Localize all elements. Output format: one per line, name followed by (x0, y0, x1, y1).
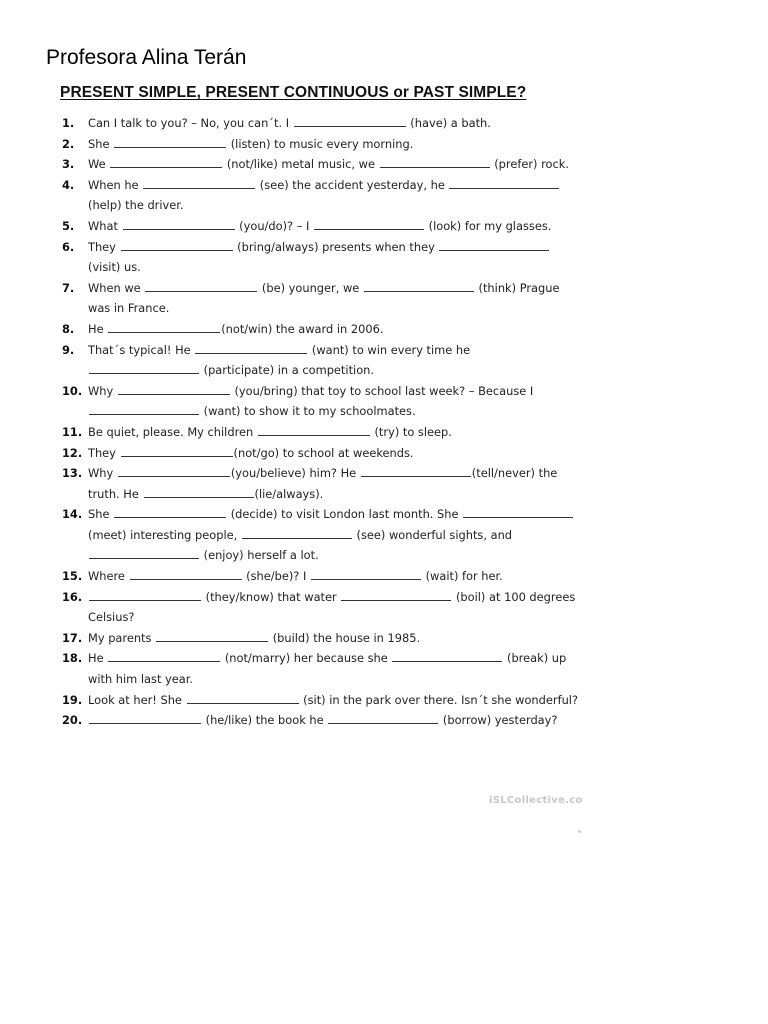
exercise-text: They (88, 445, 120, 460)
exercise-text: Be quiet, please. My children (88, 424, 257, 439)
answer-blank[interactable] (114, 506, 226, 518)
exercise-text: (wait) for her. (421, 569, 503, 584)
exercise-text: (enjoy) herself a lot. (200, 548, 319, 563)
answer-blank[interactable] (156, 630, 268, 642)
exercise-number: 12. (62, 445, 83, 460)
exercise-text: They (88, 239, 120, 254)
answer-blank[interactable] (89, 403, 199, 415)
answer-blank[interactable] (449, 177, 559, 189)
answer-blank[interactable] (121, 239, 233, 251)
exercise-item (62, 463, 582, 504)
exercise-text: (have) a bath. (406, 116, 491, 130)
exercise-text: (borrow) yesterday? (439, 713, 558, 728)
exercise-text: (she/be)? I (242, 569, 310, 584)
exercise-text: (build) the house in 1985. (269, 630, 421, 645)
exercise-text: When we (88, 280, 145, 295)
exercise-item (62, 278, 582, 319)
answer-blank[interactable] (463, 506, 573, 518)
exercise-text: Where (88, 569, 129, 584)
exercise-item (62, 237, 582, 278)
exercise-text: (look) for my glasses. (425, 218, 552, 233)
decorative-dot (578, 830, 581, 833)
answer-blank[interactable] (364, 280, 474, 292)
exercise-text: (decide) to visit London last month. She (227, 507, 463, 522)
exercise-number: 1. (62, 116, 75, 130)
exercise-text: (listen) to music every morning. (227, 136, 414, 151)
exercise-text: (you/do)? – I (235, 218, 313, 233)
answer-blank[interactable] (121, 445, 233, 457)
exercise-text: Can I talk to you? – No, you can´t. I (88, 116, 293, 130)
exercise-item (62, 216, 582, 237)
exercise-item (62, 443, 582, 464)
answer-blank[interactable] (144, 486, 254, 498)
exercise-text: (see) the accident yesterday, he (256, 177, 449, 192)
exercise-item (62, 340, 582, 381)
exercise-text: Look at her! She (88, 692, 186, 707)
exercise-text: He (88, 651, 108, 666)
exercise-number: 14. (62, 507, 83, 522)
answer-blank[interactable] (108, 650, 220, 662)
answer-blank[interactable] (89, 362, 199, 374)
answer-blank[interactable] (311, 568, 421, 580)
exercise-text: (help) the driver. (88, 198, 184, 213)
exercise-text: (not/go) to school at weekends. (233, 445, 414, 460)
answer-blank[interactable] (89, 589, 201, 601)
exercise-number: 13. (62, 466, 83, 481)
exercise-text: She (88, 136, 114, 151)
exercise-item (62, 422, 582, 443)
watermark: iSLCollective.co (489, 795, 583, 806)
exercise-text: When he (88, 177, 143, 192)
answer-blank[interactable] (89, 547, 199, 559)
answer-blank[interactable] (314, 218, 424, 230)
exercise-item (62, 690, 582, 711)
exercise-number: 6. (62, 239, 75, 254)
answer-blank[interactable] (361, 465, 471, 477)
exercise-item (62, 504, 582, 566)
exercise-item (62, 648, 582, 689)
exercise-number: 4. (62, 177, 75, 192)
exercise-text: (not/like) metal music, we (223, 157, 379, 172)
exercise-text: Why (88, 383, 117, 398)
answer-blank[interactable] (187, 692, 299, 704)
exercise-item (62, 566, 582, 587)
exercise-text: That´s typical! He (88, 342, 195, 357)
exercise-text: (be) younger, we (258, 280, 363, 295)
answer-blank[interactable] (108, 321, 220, 333)
exercise-text: (want) to show it to my schoolmates. (200, 404, 416, 419)
answer-blank[interactable] (341, 589, 451, 601)
exercise-text: (you/bring) that toy to school last week? – Because I (230, 383, 534, 398)
exercise-text: (participate) in a competition. (200, 363, 375, 378)
exercise-text: My parents (88, 630, 156, 645)
exercise-number: 17. (62, 630, 83, 645)
exercise-text: (sit) in the park over there. Isn´t she wonderful? (299, 692, 579, 707)
exercise-list (62, 113, 582, 731)
exercise-number: 10. (62, 383, 83, 398)
answer-blank[interactable] (118, 465, 230, 477)
exercise-text: (visit) us. (88, 260, 141, 275)
exercise-text: We (88, 157, 110, 172)
answer-blank[interactable] (123, 218, 235, 230)
answer-blank[interactable] (114, 136, 226, 148)
exercise-text: (want) to win every time he (308, 342, 471, 357)
answer-blank[interactable] (145, 280, 257, 292)
exercise-text: She (88, 507, 114, 522)
exercise-item (62, 113, 582, 134)
exercise-text: What (88, 218, 122, 233)
answer-blank[interactable] (439, 239, 549, 251)
exercise-item (62, 628, 582, 649)
answer-blank[interactable] (258, 424, 370, 436)
author-header: Profesora Alina Terán (46, 46, 247, 69)
answer-blank[interactable] (143, 177, 255, 189)
exercise-number: 5. (62, 218, 75, 233)
exercise-number: 18. (62, 651, 83, 666)
exercise-number: 19. (62, 692, 83, 707)
exercise-number: 11. (62, 424, 83, 439)
exercise-number: 20. (62, 713, 83, 728)
exercise-text: (not/marry) her because she (221, 651, 392, 666)
answer-blank[interactable] (89, 712, 201, 724)
exercise-item (62, 154, 582, 175)
answer-blank[interactable] (392, 650, 502, 662)
exercise-item (62, 319, 582, 340)
answer-blank[interactable] (118, 383, 230, 395)
exercise-item (62, 587, 582, 628)
exercise-text: (think) Prague was in France. (88, 280, 560, 316)
exercise-text: (you/believe) him? He (230, 466, 360, 481)
exercise-text: (break) up with him last year. (88, 651, 567, 687)
exercise-text: (bring/always) presents when they (233, 239, 439, 254)
exercise-number: 2. (62, 136, 75, 151)
exercise-item (62, 381, 582, 422)
exercise-text: (tell/never) the truth. He (88, 466, 558, 501)
exercise-text: (try) to sleep. (370, 424, 452, 439)
exercise-text: (see) wonderful sights, and (352, 527, 513, 542)
exercise-number: 15. (62, 569, 83, 584)
exercise-text: (prefer) rock. (490, 157, 569, 172)
exercise-number: 16. (62, 589, 83, 604)
exercise-number: 3. (62, 157, 75, 172)
exercise-item (62, 175, 582, 216)
exercise-text: (lie/always). (254, 486, 324, 501)
exercise-text: (he/like) the book he (202, 713, 328, 728)
answer-blank[interactable] (195, 342, 307, 354)
exercise-number: 9. (62, 342, 75, 357)
exercise-item (62, 134, 582, 155)
exercise-text: (not/win) the award in 2006. (221, 321, 384, 336)
answer-blank[interactable] (110, 156, 222, 168)
exercise-text: (meet) interesting people, (88, 527, 241, 542)
exercise-text: Why (88, 466, 117, 481)
answer-blank[interactable] (328, 712, 438, 724)
answer-blank[interactable] (380, 156, 490, 168)
exercise-text: (boil) at 100 degrees Celsius? (88, 589, 576, 625)
exercise-text: He (88, 321, 108, 336)
exercise-number: 7. (62, 280, 75, 295)
exercise-item (62, 710, 582, 731)
answer-blank[interactable] (130, 568, 242, 580)
answer-blank[interactable] (242, 527, 352, 539)
exercise-text: (they/know) that water (202, 589, 341, 604)
worksheet-title: PRESENT SIMPLE, PRESENT CONTINUOUS or PAST SIMPLE? (60, 84, 527, 101)
answer-blank[interactable] (294, 115, 406, 127)
exercise-number: 8. (62, 321, 75, 336)
